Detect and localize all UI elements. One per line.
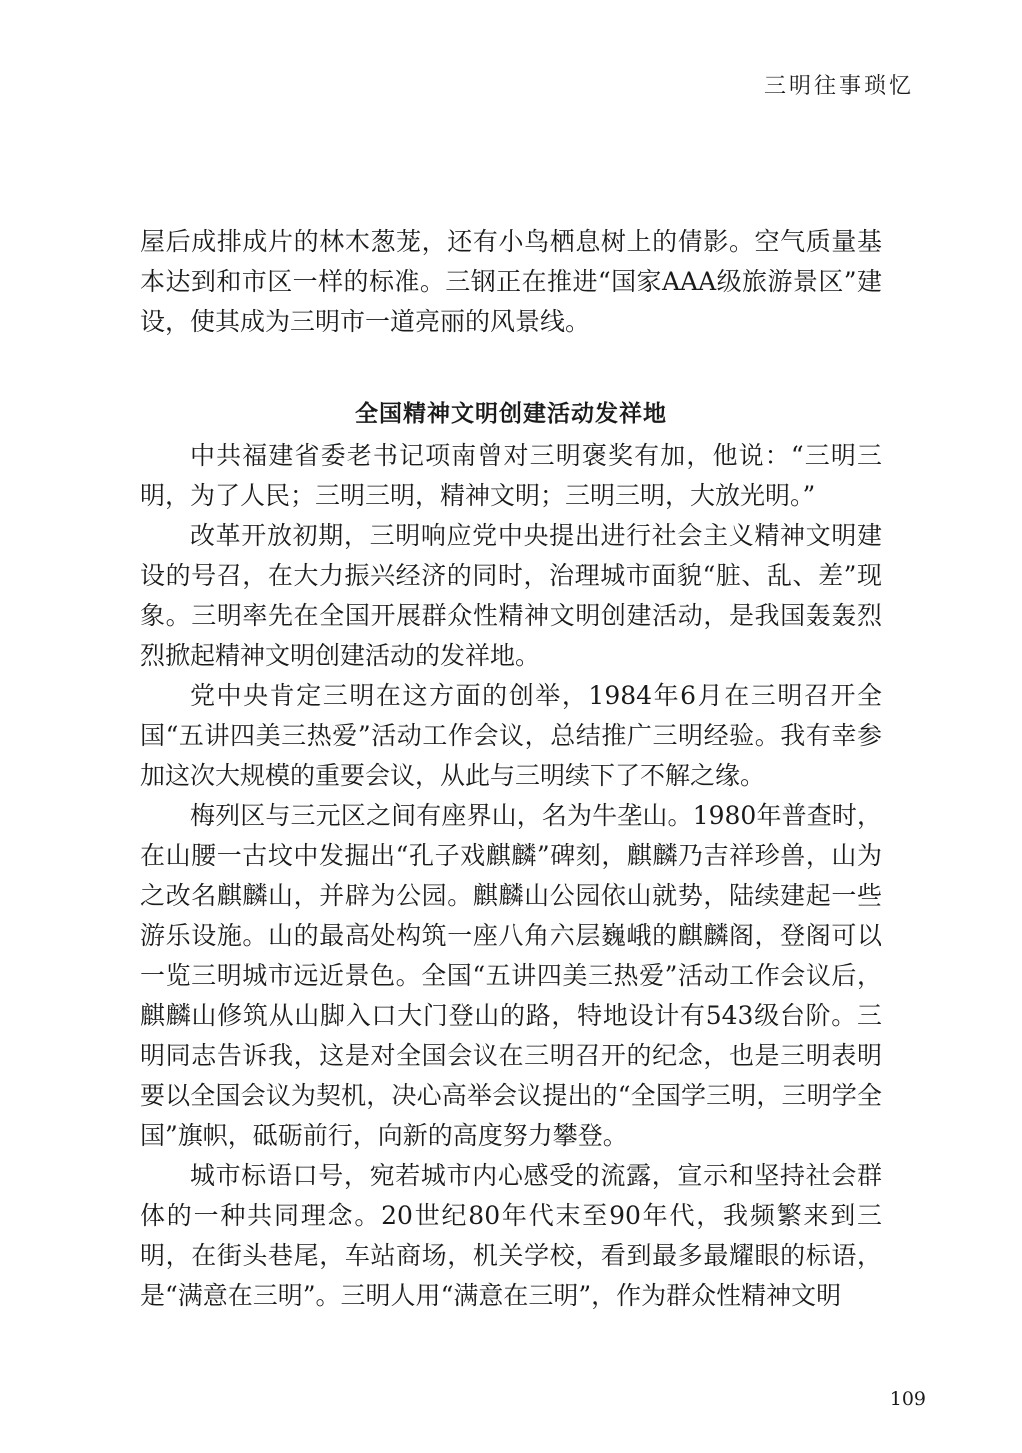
page-number: 109 (889, 1388, 926, 1410)
paragraph: 城市标语口号，宛若城市内心感受的流露，宣示和坚持社会群体的一种共同理念。20世纪80年代末至90年代，我频繁来到三明，在街头巷尾，车站商场，机关学校，看到最多最耀眼的标语，是“满意在三明”。三明人用“满意在三明”，作为群众性精神文明 (140, 1161, 882, 1310)
paragraph: 梅列区与三元区之间有座界山，名为牛垄山。1980年普查时，在山腰一古坟中发掘出“孔子戏麒麟”碑刻，麒麟乃吉祥珍兽，山为之改名麒麟山，并辟为公园。麒麟山公园依山就势，陆续建起一些游乐设施。山的最高处构筑一座八角六层巍峨的麒麟阁，登阁可以一览三明城市远近景色。全国“五讲四美三热爱”活动工作会议后，麒麟山修筑从山脚入口大门登山的路，特地设计有543级台阶。三明同志告诉我，这是对全国会议在三明召开的纪念，也是三明表明要以全国会议为契机，决心高举会议提出的“全国学三明，三明学全国”旗帜，砥砺前行，向新的高度努力攀登。 (140, 801, 882, 1150)
paragraph: 中共福建省委老书记项南曾对三明褒奖有加，他说：“三明三明，为了人民；三明三明，精神文明；三明三明，大放光明。” (140, 441, 882, 510)
running-header-title: 三明往事琐忆 (763, 74, 914, 99)
paragraph: 党中央肯定三明在这方面的创举，1984年6月在三明召开全国“五讲四美三热爱”活动工作会议，总结推广三明经验。我有幸参加这次大规模的重要会议，从此与三明续下了不解之缘。 (140, 681, 882, 790)
continued-paragraph: 屋后成排成片的林木葱茏，还有小鸟栖息树上的倩影。空气质量基本达到和市区一样的标准。三钢正在推进“国家AAA级旅游景区”建设，使其成为三明市一道亮丽的风景线。 (140, 227, 882, 336)
body-text (140, 222, 882, 1316)
paragraph: 改革开放初期，三明响应党中央提出进行社会主义精神文明建设的号召，在大力振兴经济的同时，治理城市面貌“脏、乱、差”现象。三明率先在全国开展群众性精神文明创建活动，是我国轰轰烈烈掀起精神文明创建活动的发祥地。 (140, 521, 882, 670)
section-heading: 全国精神文明创建活动发祥地 (355, 401, 667, 427)
